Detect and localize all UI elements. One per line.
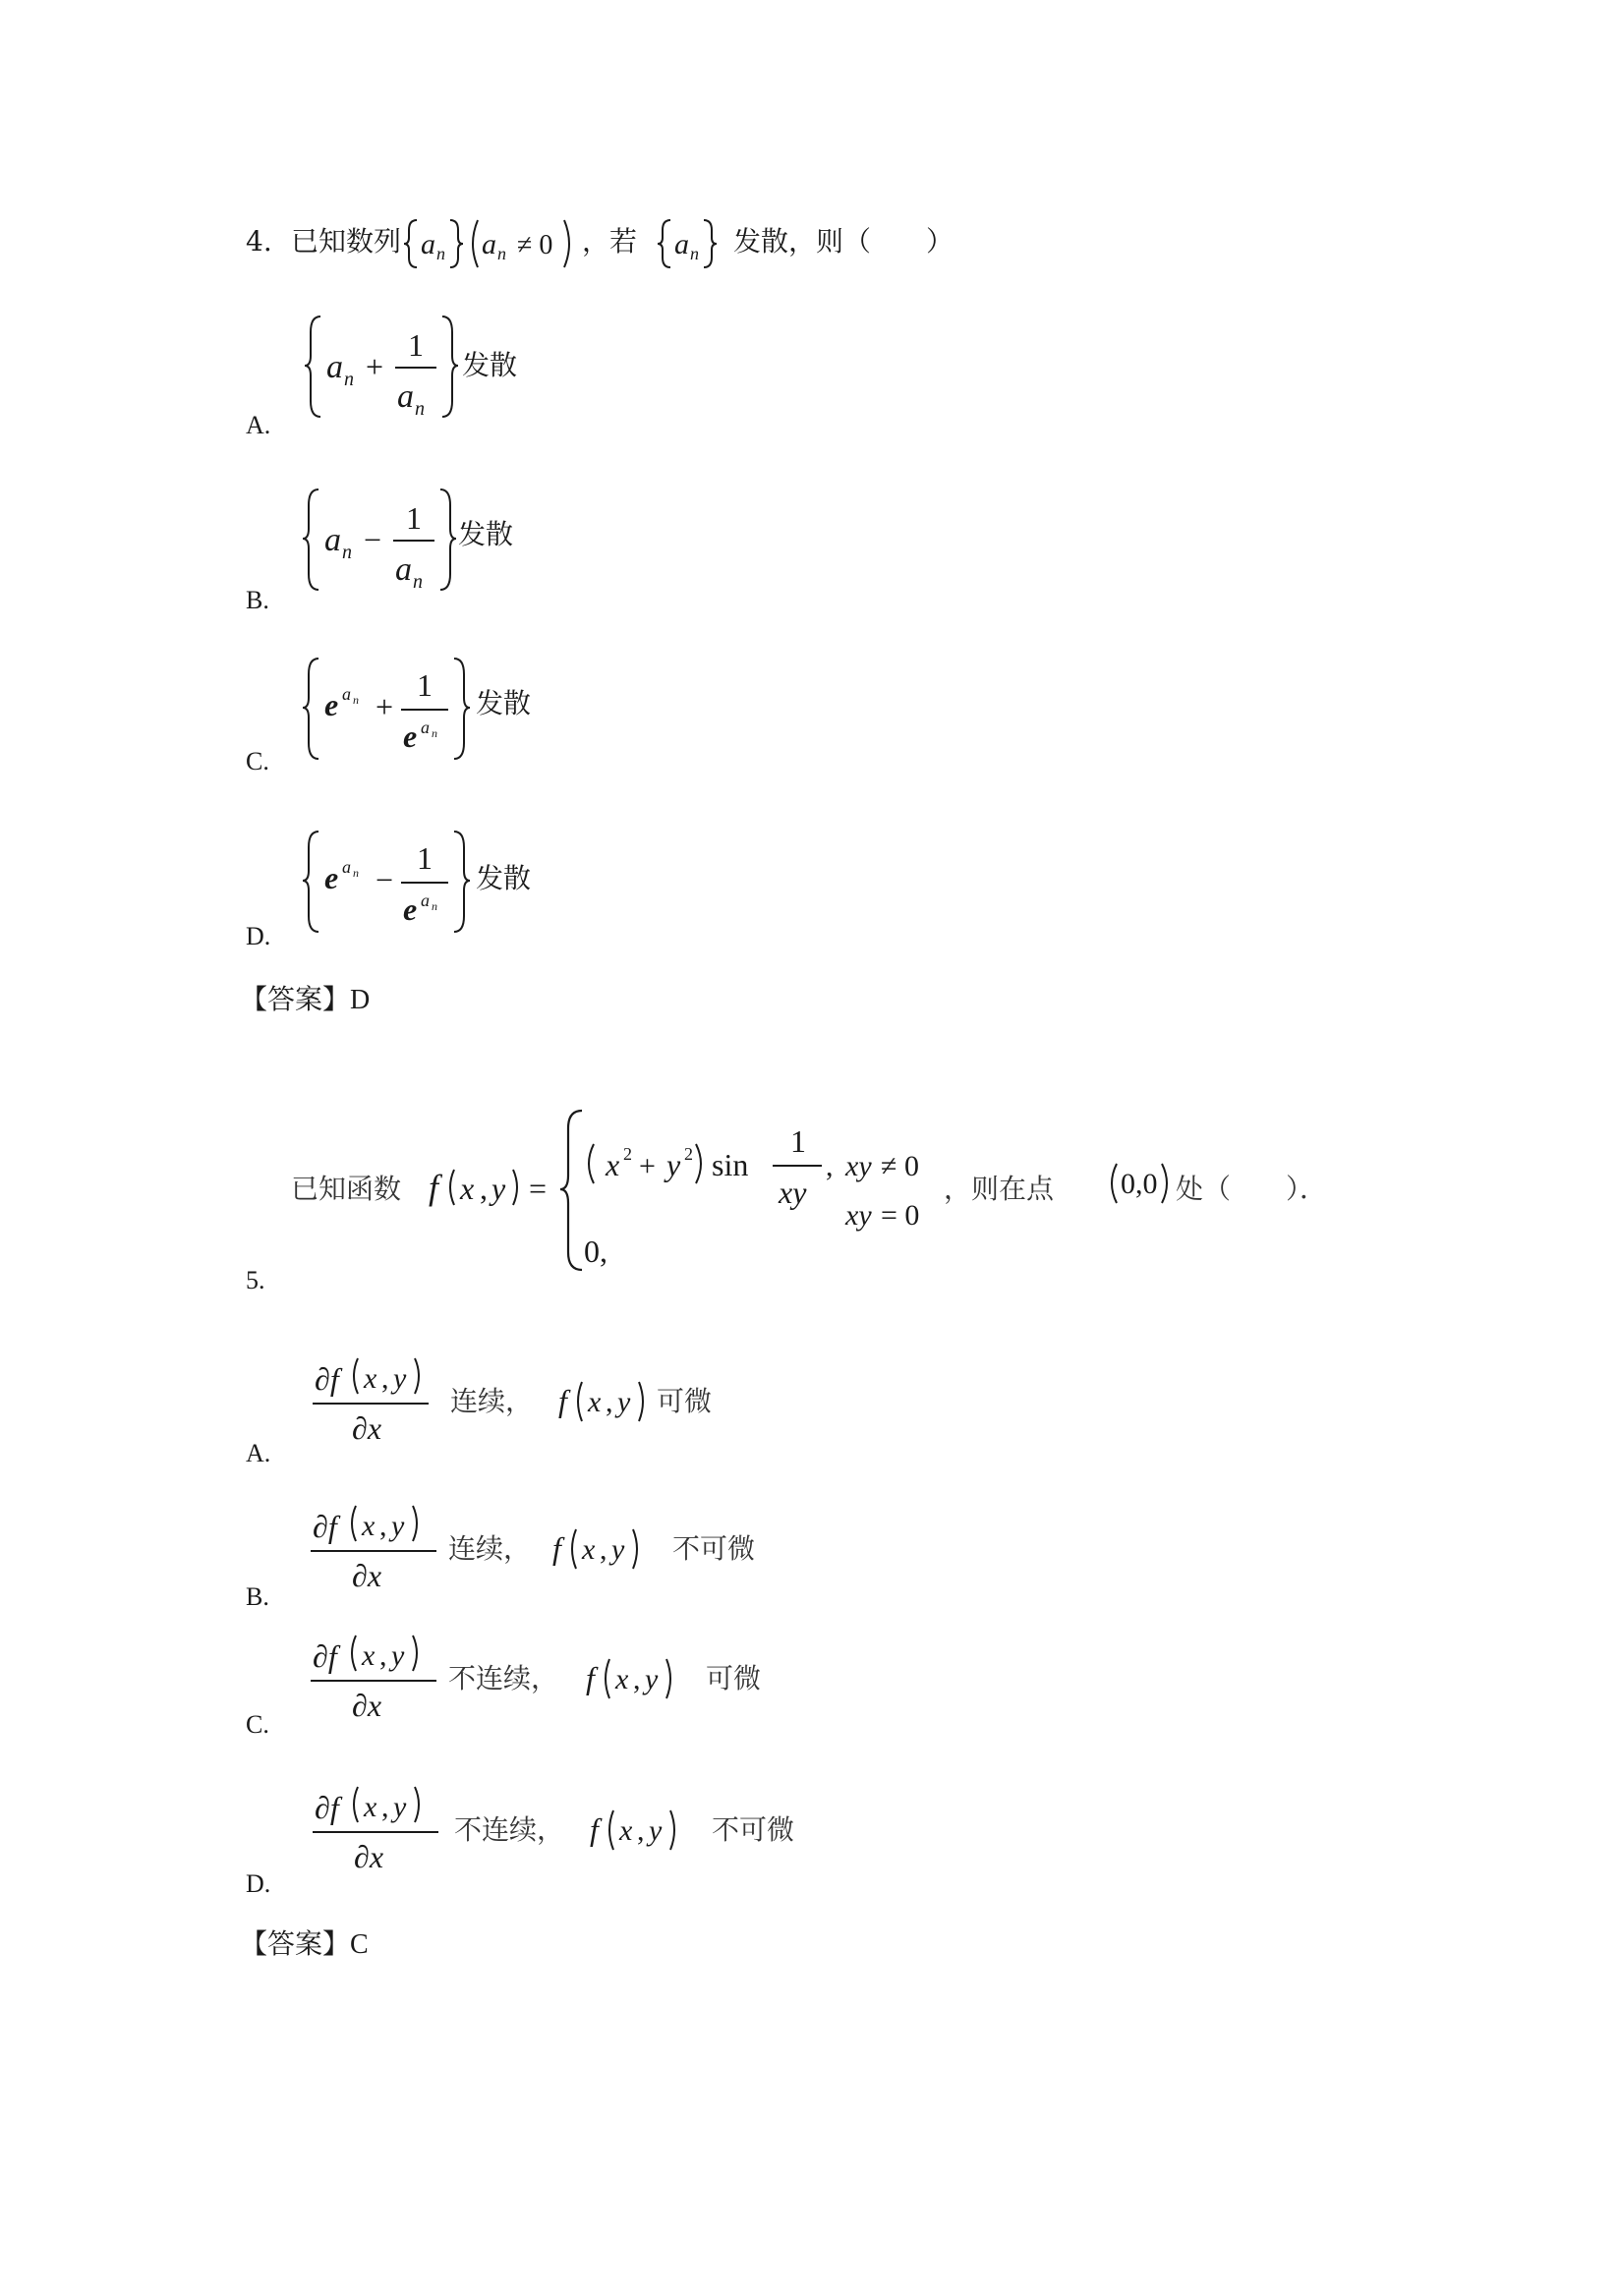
svg-text:,: , <box>379 1639 387 1672</box>
svg-text:e: e <box>324 860 339 895</box>
svg-text:y: y <box>391 1639 405 1672</box>
svg-text:a: a <box>421 890 430 910</box>
answer-value: D <box>350 985 371 1015</box>
svg-text:a: a <box>342 684 351 704</box>
svg-text:n: n <box>690 244 699 263</box>
svg-text:,: , <box>606 1386 613 1418</box>
svg-text:n: n <box>353 866 359 880</box>
svg-text:n: n <box>497 244 506 263</box>
svg-text:a: a <box>482 228 496 260</box>
svg-text:f: f <box>429 1168 439 1207</box>
option-label: C. <box>246 747 269 775</box>
question-stem-mid: ，则在点 <box>944 1173 1055 1205</box>
option-label: A. <box>246 411 271 439</box>
svg-text:∂f: ∂f <box>313 1638 337 1674</box>
svg-text:n: n <box>436 244 445 263</box>
svg-text:0,: 0, <box>584 1234 607 1269</box>
svg-text:x: x <box>364 1791 377 1823</box>
svg-text:a: a <box>421 718 430 737</box>
option-text: 发散 <box>476 687 532 719</box>
question-4-stem-seq2 <box>657 216 735 271</box>
svg-text:+: + <box>639 1150 656 1182</box>
question-number: 4. <box>246 225 272 258</box>
option-text-2: 可微 <box>706 1662 762 1694</box>
option-label: B. <box>246 1582 269 1611</box>
svg-text:n: n <box>432 726 437 740</box>
answer-line <box>240 983 371 1015</box>
svg-text:y: y <box>649 1814 663 1847</box>
option-text-1: 不连续， <box>454 1813 565 1846</box>
svg-text:,: , <box>826 1150 834 1182</box>
option-text-1: 连续， <box>448 1532 532 1565</box>
question-stem-mid: ，若 <box>582 225 638 258</box>
svg-text:∂x: ∂x <box>352 1558 382 1593</box>
option-label: A. <box>246 1439 271 1467</box>
svg-text:,: , <box>637 1814 645 1847</box>
svg-text:x: x <box>582 1533 596 1566</box>
svg-text:,: , <box>379 1510 387 1542</box>
svg-text:1: 1 <box>406 500 422 536</box>
svg-text:x: x <box>460 1171 475 1206</box>
svg-text:y: y <box>391 1510 405 1542</box>
svg-text:2: 2 <box>623 1144 632 1164</box>
svg-text:xy: xy <box>845 1199 872 1232</box>
svg-text:x: x <box>588 1386 602 1418</box>
svg-text:n: n <box>344 369 354 390</box>
svg-text:f: f <box>552 1530 561 1566</box>
svg-text:a: a <box>395 551 412 588</box>
option-label: B. <box>246 586 269 614</box>
option-label: C. <box>246 1710 269 1739</box>
svg-text:,: , <box>633 1663 641 1695</box>
svg-text:e: e <box>403 891 418 927</box>
option-label: D. <box>246 1869 271 1898</box>
svg-text:≠ 0: ≠ 0 <box>881 1150 919 1182</box>
svg-text:n: n <box>413 571 423 593</box>
svg-text:a: a <box>342 857 351 877</box>
svg-text:∂f: ∂f <box>315 1361 339 1397</box>
svg-text:1: 1 <box>417 667 433 703</box>
svg-text:=: = <box>529 1171 548 1206</box>
svg-text:1: 1 <box>408 327 424 363</box>
svg-text:∂f: ∂f <box>315 1790 339 1825</box>
svg-text:f: f <box>590 1811 599 1847</box>
svg-text:= 0: = 0 <box>881 1199 920 1232</box>
question-stem-suffix: 发散，则（ ） <box>733 225 954 258</box>
question-stem-prefix: 已知函数 <box>291 1173 402 1205</box>
svg-text:x: x <box>362 1510 376 1542</box>
svg-text:x: x <box>619 1814 633 1847</box>
answer-label: 【答案】 <box>240 1927 351 1960</box>
svg-text:2: 2 <box>684 1144 693 1164</box>
question-5-stem-formula <box>425 1105 975 1282</box>
svg-text:,: , <box>381 1362 389 1395</box>
question-stem-prefix: 已知数列 <box>291 225 402 258</box>
svg-text:∂f: ∂f <box>313 1509 337 1544</box>
svg-text:x: x <box>364 1362 377 1395</box>
svg-text:a: a <box>397 378 414 415</box>
svg-text:1: 1 <box>417 840 433 876</box>
option-func <box>588 1803 706 1856</box>
option-text: 发散 <box>476 862 532 894</box>
option-text-2: 不可微 <box>712 1813 795 1846</box>
svg-text:y: y <box>645 1663 659 1695</box>
svg-text:∂x: ∂x <box>352 1410 382 1446</box>
svg-text:y: y <box>491 1171 506 1206</box>
option-text-1: 不连续， <box>448 1662 559 1694</box>
svg-text:x: x <box>362 1639 376 1672</box>
svg-text:n: n <box>432 899 437 913</box>
option-func <box>550 1521 668 1575</box>
svg-text:e: e <box>324 687 339 722</box>
option-text-1: 连续， <box>450 1385 534 1417</box>
svg-text:,: , <box>480 1171 488 1206</box>
svg-text:f: f <box>586 1660 595 1695</box>
svg-text:sin: sin <box>712 1147 749 1182</box>
svg-text:,: , <box>600 1533 607 1566</box>
answer-value: C <box>350 1929 369 1960</box>
seq-a: a <box>421 228 435 260</box>
svg-text:e: e <box>403 718 418 754</box>
svg-text:y: y <box>393 1791 407 1823</box>
svg-text:f: f <box>558 1383 567 1418</box>
svg-text:−: − <box>364 522 382 557</box>
svg-text:y: y <box>393 1362 407 1395</box>
answer-label: 【答案】 <box>240 983 351 1015</box>
svg-text:y: y <box>611 1533 625 1566</box>
svg-text:x: x <box>615 1663 629 1695</box>
svg-text:a: a <box>324 522 341 558</box>
svg-text:≠ 0: ≠ 0 <box>517 230 553 260</box>
option-text: 发散 <box>462 349 518 381</box>
option-func <box>584 1651 702 1704</box>
answer-line <box>240 1927 369 1960</box>
svg-text:a: a <box>326 349 343 385</box>
svg-text:n: n <box>353 693 359 707</box>
svg-text:y: y <box>666 1147 681 1182</box>
svg-text:n: n <box>342 542 352 563</box>
question-stem-suffix: 处（ ）． <box>1176 1173 1328 1205</box>
svg-text:n: n <box>415 398 425 420</box>
svg-text:xy: xy <box>845 1150 872 1182</box>
point-00 <box>1107 1160 1172 1209</box>
option-label: D. <box>246 922 271 950</box>
svg-text:0,0: 0,0 <box>1121 1168 1158 1200</box>
svg-text:y: y <box>617 1386 631 1418</box>
svg-text:a: a <box>674 228 689 260</box>
svg-text:−: − <box>376 862 394 897</box>
option-text-2: 不可微 <box>672 1532 756 1565</box>
svg-text:+: + <box>366 349 384 384</box>
svg-text:x: x <box>606 1147 620 1182</box>
svg-text:∂x: ∂x <box>352 1688 382 1723</box>
question-number: 5. <box>246 1266 265 1294</box>
svg-text:∂x: ∂x <box>354 1839 384 1874</box>
option-text-2: 可微 <box>657 1385 713 1417</box>
svg-text:1: 1 <box>790 1123 806 1159</box>
svg-text:xy: xy <box>779 1175 807 1210</box>
svg-text:,: , <box>381 1791 389 1823</box>
svg-text:+: + <box>376 689 394 724</box>
option-text: 发散 <box>458 518 514 550</box>
